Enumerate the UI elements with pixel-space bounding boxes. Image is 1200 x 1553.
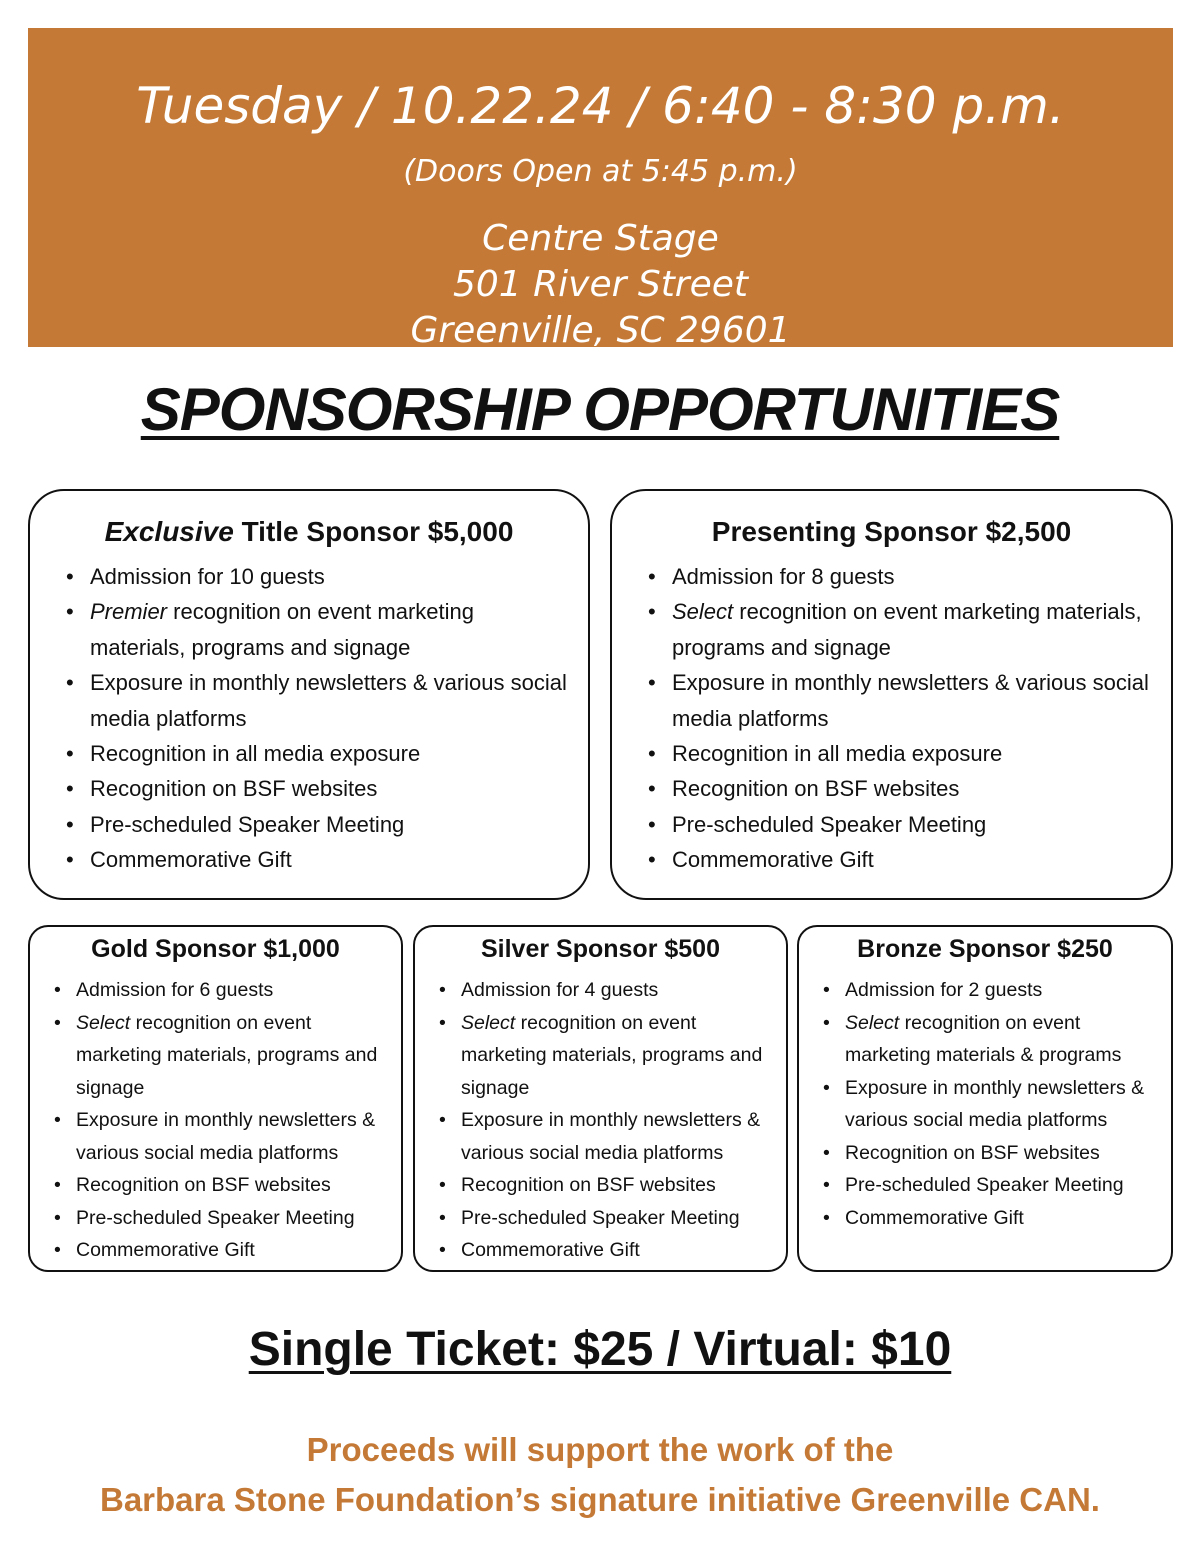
list-item: • Premier recognition on event marketing materials, programs and signage [90, 594, 570, 665]
list-item: • Recognition on BSF websites [672, 771, 1153, 806]
list-item: • Exposure in monthly newsletters & various social media platforms [76, 1104, 393, 1169]
venue-name: Centre Stage [482, 218, 719, 259]
benefit-list [30, 974, 401, 1267]
list-item: • Admission for 10 guests [90, 559, 570, 594]
list-item: • Commemorative Gift [76, 1234, 393, 1267]
list-item: • Exposure in monthly newsletters & various social media platforms [461, 1104, 778, 1169]
doors-open-note: (Doors Open at 5:45 p.m.) [403, 154, 798, 189]
list-item: • Admission for 8 guests [672, 559, 1153, 594]
list-item: • Recognition in all media exposure [90, 736, 570, 771]
list-item: • Commemorative Gift [845, 1202, 1163, 1235]
list-item: • Commemorative Gift [672, 842, 1153, 877]
venue-street: 501 River Street [452, 264, 749, 305]
page-title: SPONSORSHIP OPPORTUNITIES [140, 376, 1060, 443]
tier-name: Gold Sponsor $1,000 [91, 935, 340, 963]
title-sponsor-card [28, 489, 590, 900]
list-item: • Select recognition on event marketing materials & programs [845, 1007, 1163, 1072]
list-item: • Select recognition on event marketing materials, programs and signage [461, 1007, 778, 1105]
list-item: • Pre-scheduled Speaker Meeting [76, 1202, 393, 1235]
list-item: • Select recognition on event marketing materials, programs and signage [76, 1007, 393, 1105]
venue-city: Greenville, SC 29601 [410, 310, 791, 351]
benefit-list [30, 559, 588, 878]
tier-name: Presenting Sponsor $2,500 [711, 516, 1072, 547]
list-item: • Recognition on BSF websites [845, 1137, 1163, 1170]
list-item: • Exposure in monthly newsletters & various social media platforms [845, 1072, 1163, 1137]
proceeds-line-2: Barbara Stone Foundation’s signature initiative Greenville CAN. [100, 1481, 1100, 1518]
list-item: • Admission for 6 guests [76, 974, 393, 1007]
gold-sponsor-card [28, 925, 403, 1272]
list-item: • Pre-scheduled Speaker Meeting [672, 807, 1153, 842]
presenting-sponsor-card [610, 489, 1173, 900]
tier-name: Silver Sponsor $500 [480, 935, 720, 963]
proceeds-line-1: Proceeds will support the work of the [306, 1431, 894, 1468]
list-item: • Pre-scheduled Speaker Meeting [90, 807, 570, 842]
benefit-list [799, 974, 1171, 1234]
list-item: • Commemorative Gift [90, 842, 570, 877]
list-item: • Admission for 4 guests [461, 974, 778, 1007]
list-item: • Exposure in monthly newsletters & various social media platforms [90, 665, 570, 736]
list-item: • Exposure in monthly newsletters & various social media platforms [672, 665, 1153, 736]
list-item: • Admission for 2 guests [845, 974, 1163, 1007]
tier-name: Bronze Sponsor $250 [857, 935, 1113, 963]
event-banner [28, 28, 1173, 351]
list-item: • Commemorative Gift [461, 1234, 778, 1267]
list-item: • Select recognition on event marketing materials, programs and signage [672, 594, 1153, 665]
list-item: • Pre-scheduled Speaker Meeting [461, 1202, 778, 1235]
benefit-list [612, 559, 1171, 878]
venue-address [28, 216, 1173, 354]
silver-sponsor-card [413, 925, 788, 1272]
ticket-pricing: Single Ticket: $25 / Virtual: $10 [248, 1323, 952, 1376]
list-item: • Recognition on BSF websites [76, 1169, 393, 1202]
event-datetime: Tuesday / 10.22.24 / 6:40 - 8:30 p.m. [136, 77, 1065, 135]
list-item: • Recognition on BSF websites [461, 1169, 778, 1202]
list-item: • Pre-scheduled Speaker Meeting [845, 1169, 1163, 1202]
list-item: • Recognition in all media exposure [672, 736, 1153, 771]
list-item: • Recognition on BSF websites [90, 771, 570, 806]
benefit-list [415, 974, 786, 1267]
bronze-sponsor-card [797, 925, 1173, 1272]
proceeds-statement [0, 1425, 1200, 1525]
tier-name: Exclusive Title Sponsor $5,000 [104, 516, 514, 547]
